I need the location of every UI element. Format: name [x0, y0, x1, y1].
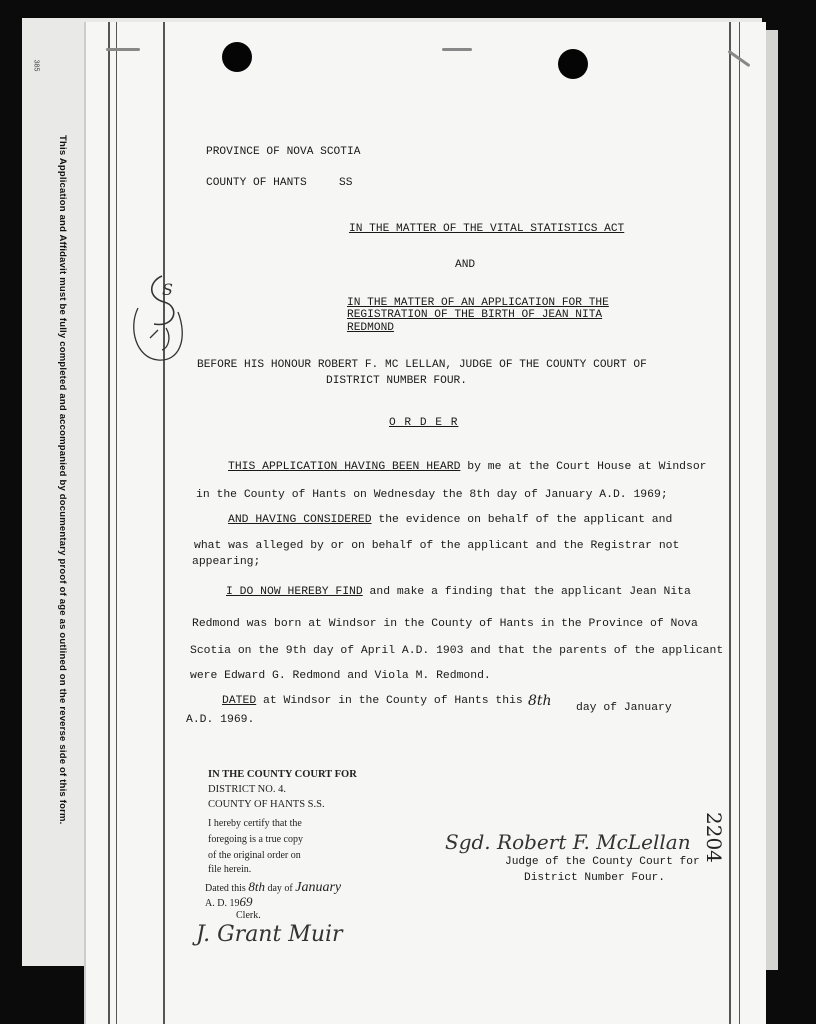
cert-clerk-label: Clerk.: [236, 910, 261, 921]
cert-year-line: [205, 894, 252, 910]
judge-title-line-2: District Number Four.: [524, 872, 665, 884]
staple-middle: [442, 48, 472, 51]
cert-dated-day: 8th: [248, 879, 265, 894]
ss-mark: SS: [339, 177, 353, 189]
margin-rule-right-2: [739, 22, 740, 1024]
para-3-lead: I DO NOW HEREBY FIND: [226, 586, 363, 598]
order-title: O R D E R: [389, 417, 459, 429]
punch-hole-left: [222, 42, 252, 72]
matter-application: [347, 297, 609, 334]
para-3-line-3: Scotia on the 9th day of April A.D. 1903 and that the parents of the applicant: [190, 645, 724, 657]
para-3-line-1: [226, 586, 691, 598]
cert-line-file: file herein.: [208, 864, 252, 875]
punch-hole-right: [558, 49, 588, 79]
judge-title-line-1: Judge of the County Court for: [505, 856, 700, 868]
para-1-line-1: [228, 461, 707, 473]
para-2-line-3: appearing;: [192, 556, 261, 568]
para-3-rest: and make a finding that the applicant Jean Nita: [362, 586, 691, 598]
cert-line-certify: I hereby certify that the: [208, 818, 302, 829]
cert-dated-month: January: [295, 880, 342, 895]
para-1-lead: THIS APPLICATION HAVING BEEN HEARD: [228, 461, 461, 473]
matter-application-line-1: IN THE MATTER OF AN APPLICATION FOR THE: [347, 297, 609, 309]
para-4-month: day of January: [576, 702, 672, 714]
before-judge-line-2: DISTRICT NUMBER FOUR.: [326, 375, 467, 387]
and-connector: AND: [455, 259, 476, 271]
cert-year-label: A. D. 19: [205, 898, 240, 909]
cert-dated-label: Dated this: [205, 883, 246, 894]
edge-handwritten-number: 2204: [702, 812, 726, 863]
para-3-line-2: Redmond was born at Windsor in the County of Hants in the Province of Nova: [192, 618, 698, 630]
province-heading: PROVINCE OF NOVA SCOTIA: [206, 146, 361, 158]
margin-rule-left-3: [163, 22, 165, 1024]
judge-signature: Sgd. Robert F. McLellan: [445, 830, 691, 854]
form-number: 385: [32, 59, 40, 72]
clerk-signature: J. Grant Muir: [196, 922, 343, 947]
margin-rule-left-2: [116, 22, 117, 1024]
cert-line-original: of the original order on: [208, 850, 301, 861]
staple-left: [106, 48, 140, 51]
para-2-line-1: [228, 514, 672, 526]
para-2-lead: AND HAVING CONSIDERED: [228, 514, 372, 526]
cert-county: COUNTY OF HANTS S.S.: [208, 799, 325, 810]
cert-line-true-copy: foregoing is a true copy: [208, 834, 303, 845]
cert-court: IN THE COUNTY COURT FOR: [208, 769, 357, 780]
para-2-line-2: what was alleged by or on behalf of the applicant and the Registrar not: [194, 540, 680, 552]
matter-application-line-3: REDMOND: [347, 321, 394, 334]
county-heading: COUNTY OF HANTS: [206, 177, 307, 189]
cert-district: DISTRICT NO. 4.: [208, 784, 286, 795]
para-2-rest: the evidence on behalf of the applicant and: [371, 514, 673, 526]
cert-dated-dayof: day of: [267, 883, 293, 894]
before-judge-line-1: BEFORE HIS HONOUR ROBERT F. MC LELLAN, JUDGE OF THE COUNTY COURT OF: [197, 359, 647, 371]
para-3-line-4: were Edward G. Redmond and Viola M. Redmond.: [190, 670, 491, 682]
para-4-handwritten-day: 8th: [528, 693, 552, 709]
margin-note: S: [162, 280, 173, 299]
margin-rule-left-1: [108, 22, 110, 1024]
para-4-rest: at Windsor in the County of Hants this: [256, 695, 523, 707]
para-4-lead: DATED: [222, 695, 257, 707]
para-4-line-2: A.D. 1969.: [186, 714, 255, 726]
matter-application-line-2: REGISTRATION OF THE BIRTH OF JEAN NITA: [347, 309, 603, 322]
para-1-rest: by me at the Court House at Windsor: [460, 461, 707, 473]
matter-vital-statistics: IN THE MATTER OF THE VITAL STATISTICS ACT: [349, 223, 625, 235]
side-instructions: This Application and Affidavit must be fully completed and accompanied by documentary proof of age as outlined on the reverse side of this form.: [57, 135, 68, 825]
margin-rule-right: [729, 22, 731, 1024]
para-4-line-1: [222, 695, 523, 707]
cert-year-handwritten: 69: [239, 894, 253, 909]
para-1-line-2: in the County of Hants on Wednesday the 8th day of January A.D. 1969;: [196, 489, 668, 501]
